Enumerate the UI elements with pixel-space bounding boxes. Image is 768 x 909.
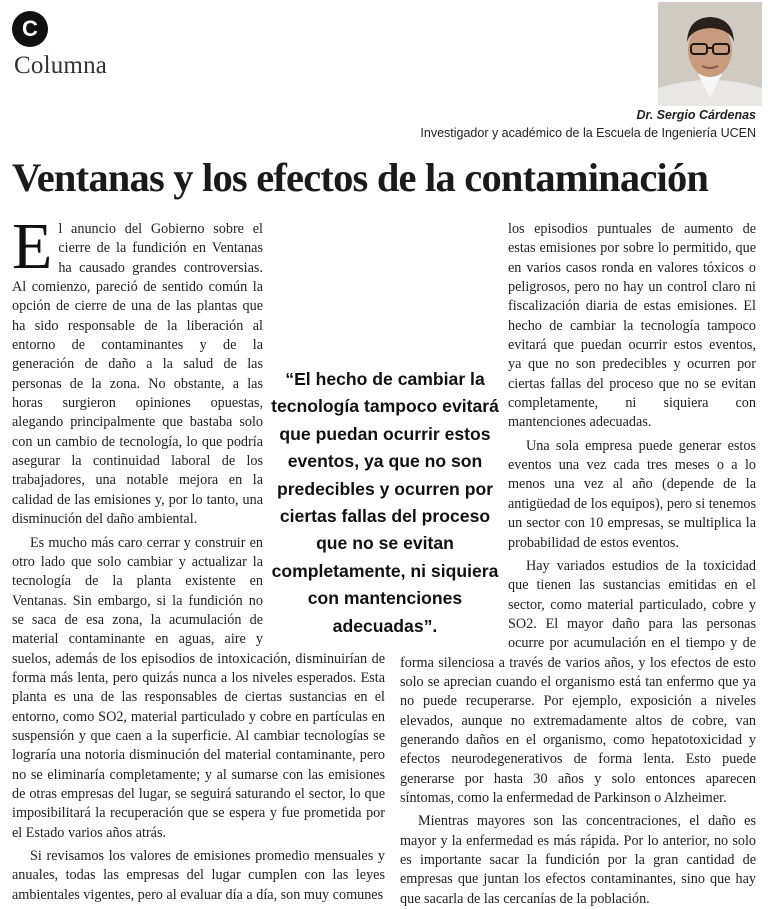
section-label: Columna (14, 52, 108, 79)
author-portrait-image (658, 2, 762, 106)
drop-cap: E (12, 210, 53, 283)
author-name: Dr. Sergio Cárdenas (636, 108, 756, 122)
article-headline: Ventanas y los efectos de la contaminación (12, 155, 709, 200)
column-logo: C (12, 11, 48, 47)
paragraph-5: Una sola empresa puede generar estos eventos una vez cada tres meses o a lo menos una vez al año (depende de la antigüedad de los equipos), pero si tenemos un sector con 10 empresas, se multiplica la probabilidad de estos eventos. (508, 437, 756, 551)
author-role: Investigador y académico de la Escuela de Ingeniería UCEN (420, 126, 756, 140)
paragraph-1-text: l anuncio del Gobierno sobre el cierre de la fundición en Ventanas ha causado grandes controversias. Al comienzo, pareció de sentido común la opción de cierre de una de las plantas que ha sido responsable de la liberación al entorno de contaminantes y de la generación de daño a la salud de las personas de la zona. No obstante, a las horas surgieron opiniones opuestas, alegando principalmente que bastaba solo con un cambio de tecnología, lo que podría asegurar la continuidad laboral de los trabajadores, una notable mejora en la calidad de las emisiones y, por lo tanto, una disminución del daño ambiental. (12, 221, 263, 528)
paragraph-2: Es mucho más caro cerrar y construir en otro lado que solo cambiar y actualizar la tecnología de la planta existente en Ventanas. Sin embargo, si la fundición no se saca de esa zona, la acumulación de material contaminante en aguas, aire y suelos, además de los episodios de intoxicación, disminuirían de forma más lenta, pero quizás nunca a los niveles esperados. Esta planta es una de las responsables de ciertas sustancias en el entorno, como SO2, material particulado y cobre en partículas en suspensión y que caen a la superficie. Al cambiar tecnologías se lograría una notoria disminución del material contaminante, pero no se eliminaría completamente; y al sumarse con las emisiones de otras empresas del lugar, se seguirá saturando el sector, lo que imposibilitará la recuperación que se espera y fue prometida por el Estado varios años atrás. (12, 534, 385, 841)
paragraph-4: los episodios puntuales de aumento de estas emisiones por sobre lo permitido, que en varios casos ronda en valores tóxicos o peligrosos, pero no hay un control claro ni fiscalización diaria de estas emisiones. El hecho de cambiar la tecnología tampoco evitará que puedan ocurrir estos eventos, ya que no son predecibles y ocurren por ciertas fallas del proceso que no se evitan completamente, ni siquiera con mantenciones adecuadas. (508, 221, 756, 431)
paragraph-6: Hay variados estudios de la toxicidad que tienen las sustancias emitidas en el sector, como material particulado, cobre y SO2. El mayor daño para las personas ocurre por acumulación en el tiempo y de forma silenciosa a través de varios años, y los efectos de esto solo se aprecian cuando el organismo está tan enfermo que ya no puede recuperarse. Por ejemplo, exposición a niveles elevados, aunque no extremadamente altos de cobre, van generando daños en el organismo, como hepatotoxicidad y efectos neurodegenerativos de forma lenta. Esto puede generarse por hasta 30 años y solo entonces aparecen síntomas, como la enfermedad de Parkinson o Alzheimer. (400, 557, 756, 806)
paragraph-3: Si revisamos los valores de emisiones promedio mensuales y anuales, todas las empresas del lugar cumplen con las leyes ambientales vigentes, pero al evaluar día a día, son muy comunes (12, 848, 385, 903)
paragraph-7: Mientras mayores son las concentraciones, el daño es mayor y la enfermedad es más rápida. Por lo anterior, no solo es importante sacar la fundición por la gran cantidad de empresas que juntan los efectos contaminantes, sino que hay que sacarla de las cercanías de la población. (400, 813, 756, 907)
author-photo (658, 2, 762, 106)
pullquote: “El hecho de cambiar la tecnología tampoco evitará que puedan ocurrir estos eventos, ya que no son predecibles y ocurren por ciertas fallas del proceso que no se evitan completamente, ni siquiera con mantenciones adecuadas”. (265, 362, 505, 638)
